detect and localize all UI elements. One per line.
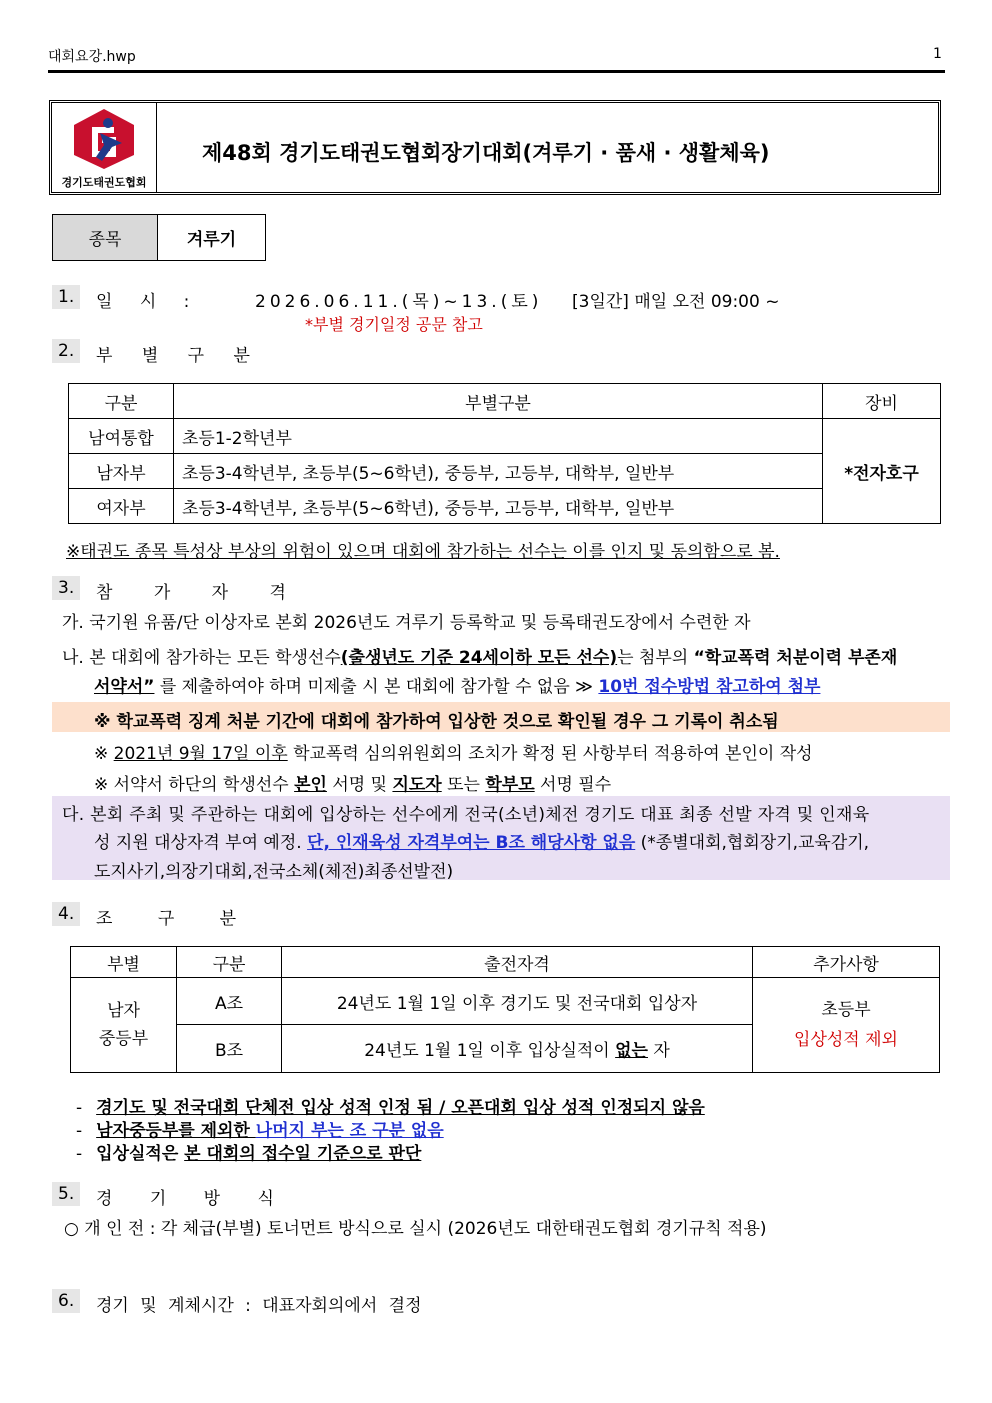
section-5-label: 경 기 방 식 xyxy=(96,1189,290,1209)
table-cell: 남여통합 xyxy=(69,419,174,454)
text: 서명 필수 xyxy=(534,775,612,795)
text-underlined: 2021년 9월 17일 이후 xyxy=(113,744,288,764)
bullet-text: 남자중등부를 제외한 xyxy=(96,1121,256,1141)
text: 는 첨부의 xyxy=(617,648,694,668)
table-cell: 남자부 xyxy=(69,454,174,489)
group-b-cell: B조 xyxy=(177,1025,282,1073)
header-filename: 대회요강.hwp xyxy=(48,49,136,65)
section-2-number: 2. xyxy=(52,339,80,363)
bullet-dash: - xyxy=(76,1098,83,1118)
bullet-text: 입상실적은 xyxy=(96,1144,185,1164)
bullet-1 xyxy=(76,1093,705,1118)
link-attachment: 10번 접수방법 참고하여 첨부 xyxy=(598,677,821,697)
bullet-dash: - xyxy=(76,1121,83,1141)
division-line: 남자 xyxy=(107,1001,140,1021)
table-cell: 여자부 xyxy=(69,489,174,524)
section-2-note: ※태권도 종목 특성상 부상의 위험이 있으며 대회에 참가하는 선수는 이를 인지 및 동의함으로 봄. xyxy=(66,542,780,562)
logo-text: 경기도태권도협회 xyxy=(61,176,147,189)
section-3-b-line2 xyxy=(94,672,820,697)
text-bold: “학교폭력 처분이력 부존재 xyxy=(693,648,898,668)
bullet-text-blue: 나머지 부는 조 구분 없음 xyxy=(255,1121,444,1141)
section-3-a: 가. 국기원 유품/단 이상자로 본회 2026년도 겨루기 등록학교 및 등록태권도장에서 수련한 자 xyxy=(62,613,751,633)
text-bold: 지도자 xyxy=(392,775,442,795)
category-label: 종목 xyxy=(53,215,158,260)
table-cell: 초등3-4학년부, 초등부(5~6학년), 중등부, 고등부, 대학부, 일반부 xyxy=(174,454,823,489)
text-blue: 단, 인재육성 자격부여는 B조 해당사항 없음 xyxy=(307,833,636,853)
text: 또는 xyxy=(441,775,486,795)
section-6-number: 6. xyxy=(52,1289,80,1313)
text: 서명 및 xyxy=(326,775,393,795)
bullet-dash: - xyxy=(76,1144,83,1164)
section-2-label: 부 별 구 분 xyxy=(96,346,262,366)
section-2 xyxy=(52,339,80,363)
extra-cell xyxy=(753,978,940,1073)
section-6-label: 경기 및 계체시간 : 대표자회의에서 결정 xyxy=(96,1296,422,1316)
text: 학교폭력 심의위원회의 조치가 확정 된 사항부터 적용하여 본인이 작성 xyxy=(287,744,813,764)
category-box xyxy=(52,214,266,261)
text: 24년도 1월 1일 이후 입상실적이 xyxy=(364,1041,616,1061)
text: 자 xyxy=(647,1041,670,1061)
section-3-c-line2 xyxy=(94,828,869,853)
section-5-line: ○ 개 인 전 : 각 체급(부별) 토너먼트 방식으로 실시 (2026년도 대한태권도협회 경기규칙 적용) xyxy=(64,1219,767,1239)
section-4-label: 조 구 분 xyxy=(96,909,237,929)
section-3-number: 3. xyxy=(52,576,80,600)
section-4-number: 4. xyxy=(52,902,80,926)
table-header: 출전자격 xyxy=(282,947,753,978)
bullet-2 xyxy=(76,1116,444,1141)
section-1 xyxy=(52,285,80,309)
text: (*종별대회,협회장기,교육감기, xyxy=(635,833,870,853)
section-3 xyxy=(52,576,80,600)
group-a-qualification: 24년도 1월 1일 이후 경기도 및 전국대회 입상자 xyxy=(282,978,753,1025)
logo xyxy=(52,103,157,192)
text-bold: 본인 xyxy=(294,775,327,795)
division-table xyxy=(68,383,941,524)
title-box xyxy=(49,100,941,195)
table-cell: 초등1-2학년부 xyxy=(174,419,823,454)
section-1-label: 일 시 : xyxy=(96,292,190,312)
table-header: 구분 xyxy=(69,384,174,419)
group-a-cell: A조 xyxy=(177,978,282,1025)
table-header: 추가사항 xyxy=(753,947,940,978)
section-5-number: 5. xyxy=(52,1182,80,1206)
table-header: 부별 xyxy=(71,947,177,978)
header-page-number: 1 xyxy=(933,46,942,62)
table-header: 구분 xyxy=(177,947,282,978)
text-underlined: (출생년도 기준 24세이하 모든 선수) xyxy=(340,648,618,668)
text: 를 제출하여야 하며 미제출 시 본 대회에 참가할 수 없음 ≫ xyxy=(154,677,599,697)
division-line: 중등부 xyxy=(98,1029,149,1049)
section-3-note-2 xyxy=(94,770,611,795)
section-6 xyxy=(52,1289,80,1313)
bullet-text: 경기도 및 전국대회 단체전 입상 성적 인정 됨 / 오픈대회 입상 성적 인정되지 않음 xyxy=(96,1098,705,1118)
section-3-c-line3: 도지사기,의장기대회,전국소체(체전)최종선발전) xyxy=(94,862,454,882)
section-5 xyxy=(52,1182,80,1206)
section-3-c-line1: 다. 본회 주최 및 주관하는 대회에 입상하는 선수에게 전국(소년)체전 경기도 대표 최종 선발 자격 및 인재육 xyxy=(62,805,870,825)
table-cell: 초등3-4학년부, 초등부(5~6학년), 중등부, 고등부, 대학부, 일반부 xyxy=(174,489,823,524)
group-b-qualification xyxy=(282,1025,753,1073)
text: ※ xyxy=(94,744,114,764)
bullet-3 xyxy=(76,1139,421,1164)
table-header: 부별구분 xyxy=(174,384,823,419)
page-title: 제48회 경기도태권도협회장기대회(겨루기 · 품새 · 생활체육) xyxy=(202,141,770,165)
section-4 xyxy=(52,902,80,926)
section-3-note-1 xyxy=(94,739,813,764)
category-value: 겨루기 xyxy=(186,230,237,250)
section-3-label: 참 가 자 격 xyxy=(96,583,304,603)
group-table xyxy=(70,946,940,1073)
table-header: 장비 xyxy=(823,384,941,419)
text-underlined: 없는 xyxy=(615,1041,648,1061)
extra-line-red: 입상성적 제외 xyxy=(794,1030,898,1050)
text: 성 지원 대상자격 부여 예정. xyxy=(94,833,308,853)
text-bold: 학부모 xyxy=(485,775,535,795)
warning-text: ※ 학교폭력 징계 처분 기간에 대회에 참가하여 입상한 것으로 확인될 경우 그 기록이 취소됨 xyxy=(94,712,779,732)
section-1-date: 2026.06.11.(목)~13.(토) xyxy=(255,292,543,312)
association-logo-icon xyxy=(52,103,156,173)
bullet-text-underlined: 본 대회의 접수일 기준으로 판단 xyxy=(184,1144,422,1164)
text-bold: 서약서” xyxy=(94,677,155,697)
text: ※ 서약서 하단의 학생선수 xyxy=(94,775,295,795)
extra-line: 초등부 xyxy=(821,1000,871,1020)
division-cell xyxy=(71,978,177,1073)
text: 나. 본 대회에 참가하는 모든 학생선수 xyxy=(62,648,341,668)
section-1-time: [3일간] 매일 오전 09:00 ~ xyxy=(572,292,780,312)
section-1-number: 1. xyxy=(52,285,80,309)
section-1-note: *부별 경기일정 공문 참고 xyxy=(305,315,483,334)
header-rule xyxy=(48,70,945,73)
equipment-cell: *전자호구 xyxy=(823,419,941,524)
section-3-b-line1 xyxy=(62,643,897,668)
